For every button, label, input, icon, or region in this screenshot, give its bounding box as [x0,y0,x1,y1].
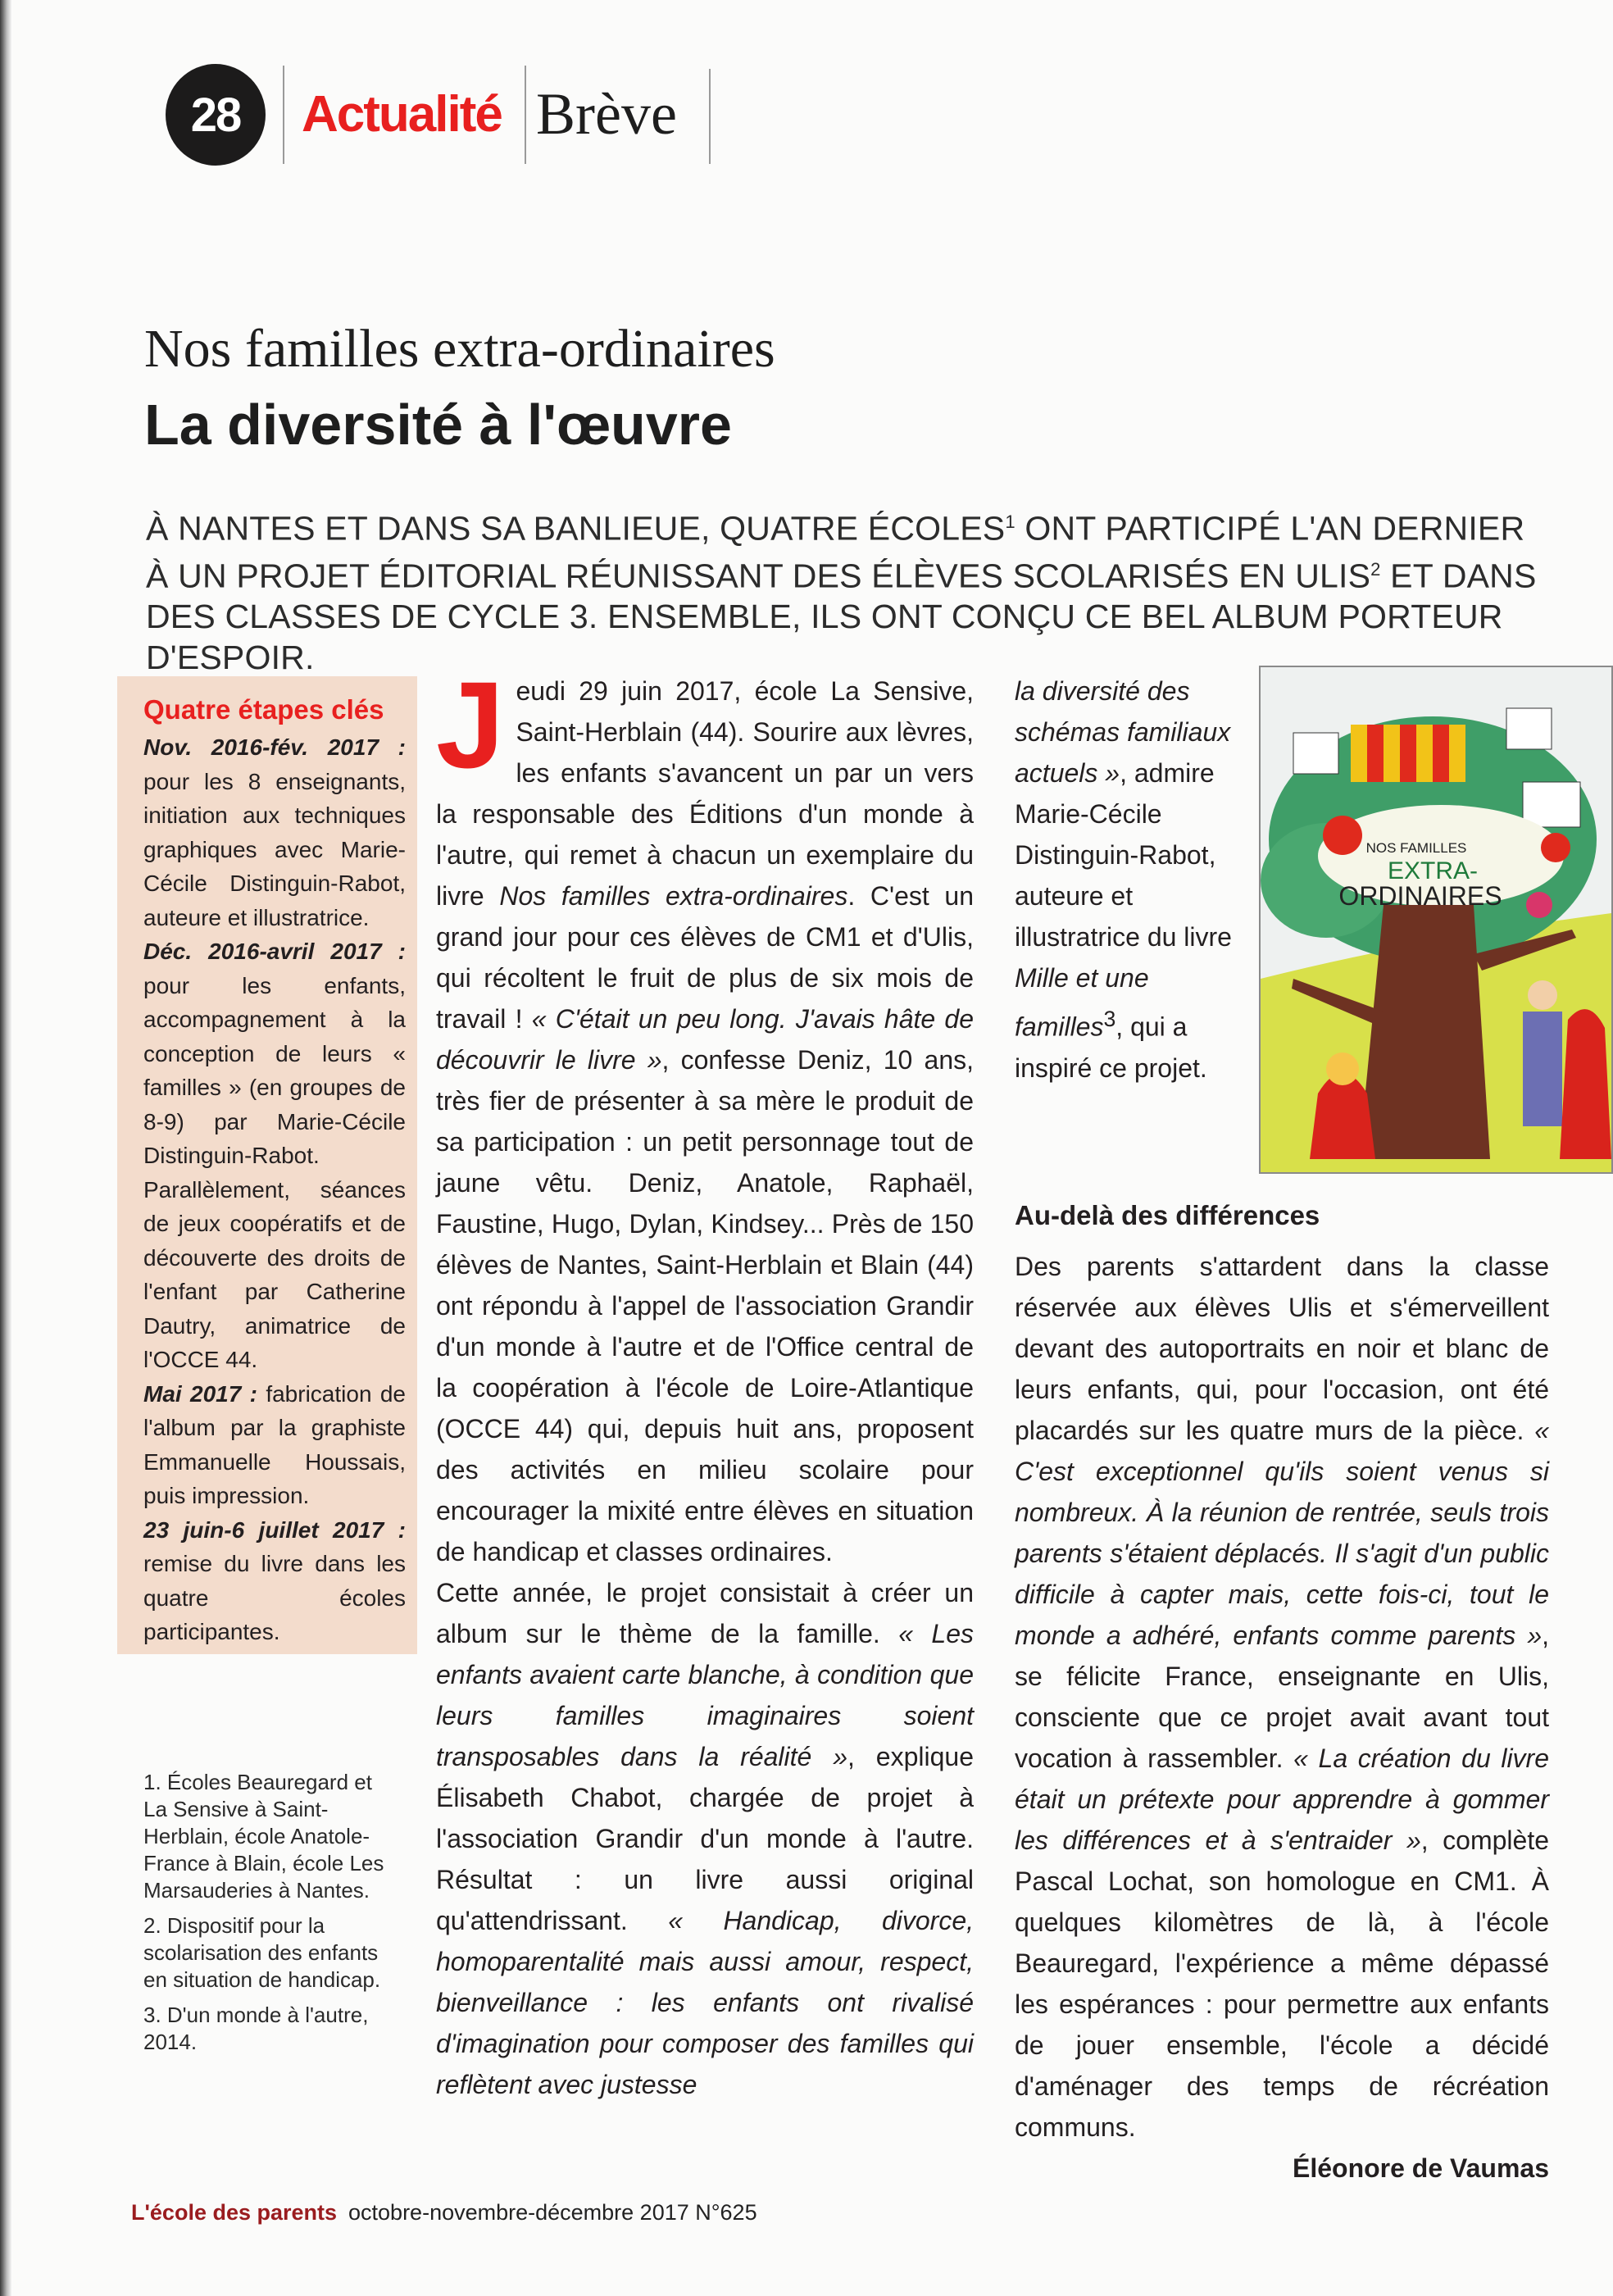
author-signature: Éléonore de Vaumas [1292,2153,1549,2183]
quote-text: « La création du livre était un prétexte pour apprendre à gommer les différences et à s'entraider » [1015,1744,1550,1855]
article-column-1 [436,656,975,2105]
quote-text: la diversité des schémas familiaux actuels » [1015,676,1231,788]
divider [525,66,526,164]
step-text: pour les 8 enseignants, initiation aux techniques graphiques avec Marie-Cécile Distinguin-Rabot, auteure et illustratrice. [143,768,406,930]
step-text: pour les enfants, accompagnement à la conception de leurs « familles » (en groupes de 8-9) par Marie-Cécile Distinguin-Rabot. Parallèlement, séances de jeux coopératifs et de découverte des droits de l'enfant par Catherine Dautry, animatrice de l'OCCE 44. [143,972,406,1372]
quote-text: « C'est exceptionnel qu'ils soient venus si nombreux. À la réunion de rentrée, seuls trois parents s'étaient déplacés. Il s'agit d'un public difficile à capter mais, cette fois-ci, tout le monde a adhéré, enfants comme parents » [1015,1416,1549,1650]
text-run: , confesse Deniz, 10 ans, très fier de présenter à sa mère le produit de sa participation : un petit personnage tout de jaune vêtu. Deniz, Anatole, Raphaël, Faustine, Hugo, Dylan, Kindsey... Près de 150 élèves de Nantes, Saint-Herblain et Blain (44) ont répondu à l'appel de l'association Grandir d'un monde à l'autre et de l'Office central de la coopération à l'école de Loire-Atlantique (OCCE 44) qui, depuis huit ans, proposent des activités en milieu scolaire pour encourager la mixité entre élèves en situation de handicap et classes ordinaires. [436,1045,975,1566]
book-cover-illustration [1261,667,1611,1172]
step-date: Mai 2017 : [143,1380,257,1407]
divider [283,66,284,164]
text-run: , qui a inspiré ce projet. [1015,1012,1207,1083]
page-number: 28 [190,88,241,142]
book-cover-image [1259,666,1613,1174]
quote-text: « Handicap, divorce, homoparentalité mais aussi amour, respect, bienveillance : les enfants ont rivalisé d'imagination pour composer des familles qui reflètent avec justesse [436,1906,975,2099]
step-date: Déc. 2016-avril 2017 : [143,939,406,964]
divider [709,69,711,164]
text-run: Cette année, le projet consistait à créer un album sur le thème de la famille. [436,1578,974,1648]
text-run: ET DANS DES CLASSES DE CYCLE 3. ENSEMBLE, ILS ONT CONÇU CE BEL ALBUM PORTEUR D'ESPOIR. [146,557,1537,677]
step-text: fabrication de l'album par la graphiste Emmanuelle Houssais, puis impression. [143,1380,406,1508]
footnotes [143,1769,389,2064]
page-footer [131,2200,757,2226]
quote-text: Nos familles extra-ordinaires [499,881,848,911]
magazine-name: L'école des parents [131,2200,338,2225]
sidebar-steps [143,730,406,1649]
article-title: Nos familles extra-ordinaires [144,319,775,379]
text-run: eudi 29 juin 2017, école La Sensive, Saint-Herblain (44). Sourire aux lèvres, les enfants s'avancent un par un vers la responsable des Éditions d'un monde à l'autre, qui remet à chacun un exemplaire du livre [436,676,974,911]
cover-title-line1: NOS FAMILLES [1365,840,1467,856]
text-run: À NANTES ET DANS SA BANLIEUE, QUATRE ÉCOLES [146,509,1006,548]
text-run: , se félicite France, enseignante en Ulis, consciente que ce projet avait avant tout vocation à rassembler. [1015,1621,1549,1773]
footnote-ref: 2 [1370,558,1381,580]
text-run: , complète Pascal Lochat, son homologue en CM1. À quelques kilomètres de là, à l'école Beauregard, l'expérience a même dépassé les espérances : pour permettre aux enfants de jouer ensemble, l'école a décidé d'aménager des temps de récréation communs. [1015,1825,1550,2142]
footnote-ref: 3 [1103,1007,1116,1031]
sidebar-box [117,676,417,1654]
paragraph [436,656,975,1572]
page-number-badge [166,64,266,166]
article-lede [146,502,1556,678]
rubric-label: Actualité [302,86,502,143]
issue-info: octobre-novembre-décembre 2017 N°625 [348,2200,757,2225]
footnote: 2. Dispositif pour la scolarisation des enfants en situation de handicap. [143,1913,381,1992]
quote-text: Mille et une familles [1015,963,1149,1042]
page-edge-shadow [0,0,11,2296]
text-run: . C'est un grand jour pour ces élèves de CM1 et d'Ulis, qui récoltent le fruit de plus de six mois de travail ! [436,881,975,1034]
text-run: ONT PARTICIPÉ L'AN DERNIER À UN PROJET ÉDITORIAL RÉUNISSANT DES ÉLÈVES SCOLARISÉS EN ULIS [146,509,1525,595]
quote-text: « Les enfants avaient carte blanche, à condition que leurs familles imaginaires soient transposables dans la réalité » [436,1619,975,1771]
cover-title-line3: ORDINAIRES [1338,881,1502,911]
sidebar-title: Quatre étapes clés [143,694,384,725]
footnote: 3. D'un monde à l'autre, 2014. [143,2003,369,2054]
text-run: Des parents s'attardent dans la classe réservée aux élèves Ulis et s'émerveillent devant des autoportraits en noir et blanc de leurs enfants, qui, pour l'occasion, ont été placardés sur les quatre murs de la pièce. [1015,1252,1549,1445]
subheading: Au-delà des différences [1015,1200,1320,1230]
paragraph [1015,671,1236,1089]
quote-text: « C'était un peu long. J'avais hâte de découvrir le livre » [436,1004,975,1075]
article-subtitle: La diversité à l'œuvre [144,393,732,457]
section-label: Brève [536,81,677,147]
article-column-2-bottom [1015,1195,1549,2189]
step-date: 23 juin-6 juillet 2017 : [143,1516,406,1543]
footnote-ref: 1 [1005,511,1016,532]
cover-title-line2: EXTRA- [1387,857,1479,884]
text-run: , explique Élisabeth Chabot, chargée de projet à l'association Grandir d'un monde à l'autre. Résultat : un livre aussi original qu'attendrissant. [436,1742,975,1935]
text-run: , admire Marie-Cécile Distinguin-Rabot, auteure et illustratrice du livre [1015,758,1232,952]
paragraph [1015,1246,1549,2148]
article-column-2-top [1015,671,1236,1089]
step-text: remise du livre dans les quatre écoles participantes. [143,1551,406,1644]
paragraph [436,1572,974,2105]
step-date: Nov. 2016-fév. 2017 : [143,734,406,760]
drop-cap: J [436,656,505,793]
footnote: 1. Écoles Beauregard et La Sensive à Saint-Herblain, école Anatole-France à Blain, école Les Marsauderies à Nantes. [143,1770,384,1903]
